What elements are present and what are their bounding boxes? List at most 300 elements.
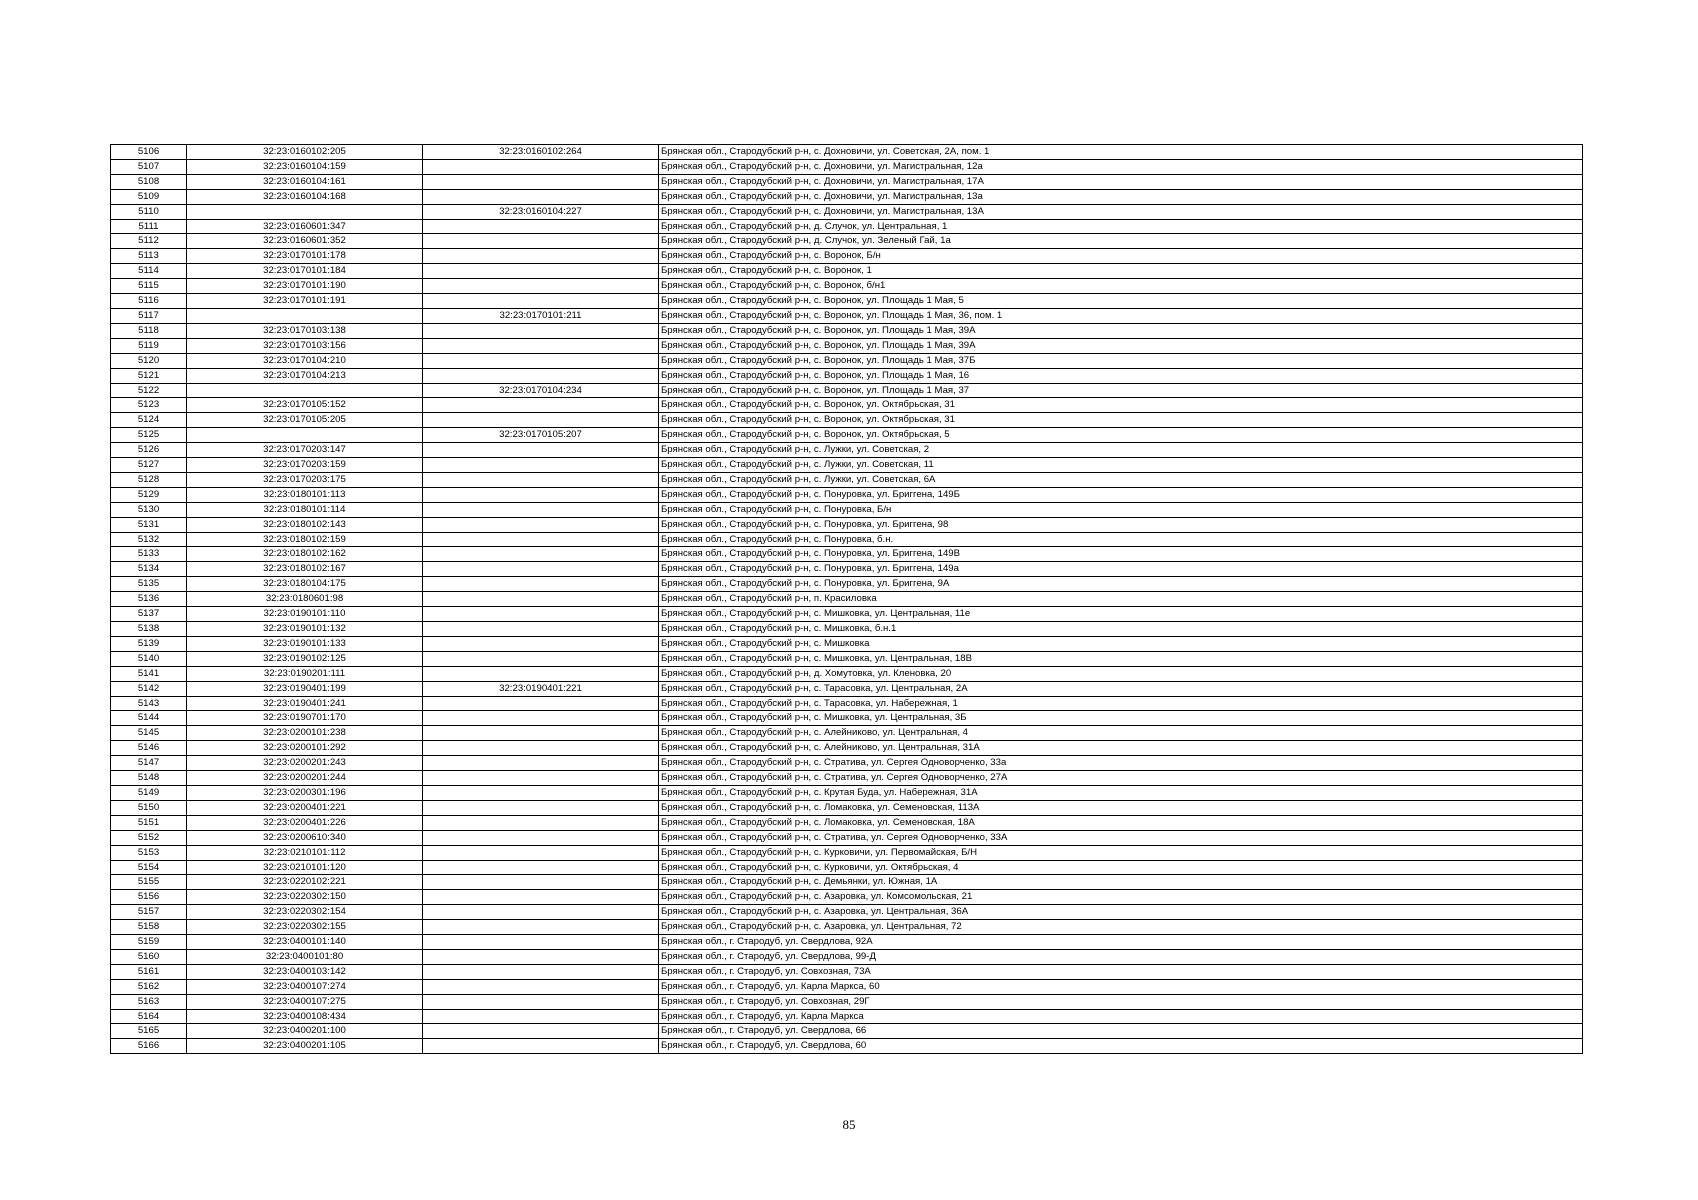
cadastral-number-cell: 32:23:0170104:213 xyxy=(187,368,423,383)
address-cell: Брянская обл., Стародубский р-н, с. Мишковка, ул. Центральная, 3Б xyxy=(659,711,1583,726)
cadastral-number-cell: 32:23:0400103:142 xyxy=(187,964,423,979)
row-number-cell: 5140 xyxy=(111,651,187,666)
cadastral-number-cell: 32:23:0170203:175 xyxy=(187,472,423,487)
building-number-cell: 32:23:0170105:207 xyxy=(423,428,659,443)
row-number-cell: 5120 xyxy=(111,353,187,368)
table-row xyxy=(111,979,1583,994)
building-number-cell xyxy=(423,487,659,502)
row-number-cell: 5111 xyxy=(111,219,187,234)
table-row xyxy=(111,875,1583,890)
cadastral-number-cell: 32:23:0170203:147 xyxy=(187,443,423,458)
building-number-cell xyxy=(423,472,659,487)
cadastral-number-cell: 32:23:0180102:162 xyxy=(187,547,423,562)
cadastral-number-cell: 32:23:0180101:113 xyxy=(187,487,423,502)
address-cell: Брянская обл., Стародубский р-н, с. Стратива, ул. Сергея Одноворченко, 33а xyxy=(659,756,1583,771)
row-number-cell: 5131 xyxy=(111,517,187,532)
row-number-cell: 5113 xyxy=(111,249,187,264)
address-cell: Брянская обл., Стародубский р-н, с. Мишковка, ул. Центральная, 11е xyxy=(659,607,1583,622)
building-number-cell xyxy=(423,890,659,905)
table-row xyxy=(111,830,1583,845)
cadastral-number-cell: 32:23:0170104:210 xyxy=(187,353,423,368)
cadastral-number-cell: 32:23:0400107:274 xyxy=(187,979,423,994)
table-row xyxy=(111,935,1583,950)
cadastral-number-cell: 32:23:0220302:154 xyxy=(187,905,423,920)
address-cell: Брянская обл., Стародубский р-н, с. Воронок, ул. Октябрьская, 31 xyxy=(659,398,1583,413)
building-number-cell xyxy=(423,368,659,383)
row-number-cell: 5150 xyxy=(111,800,187,815)
cadastral-number-cell: 32:23:0200201:243 xyxy=(187,756,423,771)
address-cell: Брянская обл., Стародубский р-н, с. Мишковка, ул. Центральная, 18В xyxy=(659,651,1583,666)
building-number-cell xyxy=(423,502,659,517)
building-number-cell xyxy=(423,636,659,651)
address-cell: Брянская обл., Стародубский р-н, с. Лужки, ул. Советская, 2 xyxy=(659,443,1583,458)
cadastral-number-cell xyxy=(187,383,423,398)
table-row xyxy=(111,308,1583,323)
row-number-cell: 5107 xyxy=(111,159,187,174)
row-number-cell: 5138 xyxy=(111,622,187,637)
table-row xyxy=(111,905,1583,920)
row-number-cell: 5125 xyxy=(111,428,187,443)
row-number-cell: 5112 xyxy=(111,234,187,249)
cadastral-number-cell: 32:23:0190101:132 xyxy=(187,622,423,637)
address-cell: Брянская обл., Стародубский р-н, д. Случок, ул. Зеленый Гай, 1а xyxy=(659,234,1583,249)
cadastral-number-cell: 32:23:0160601:352 xyxy=(187,234,423,249)
building-number-cell xyxy=(423,607,659,622)
row-number-cell: 5155 xyxy=(111,875,187,890)
cadastral-number-cell: 32:23:0200101:238 xyxy=(187,726,423,741)
address-cell: Брянская обл., Стародубский р-н, с. Воронок, ул. Октябрьская, 31 xyxy=(659,413,1583,428)
address-cell: Брянская обл., Стародубский р-н, с. Воронок, ул. Октябрьская, 5 xyxy=(659,428,1583,443)
address-cell: Брянская обл., Стародубский р-н, с. Воронок, ул. Площадь 1 Мая, 37Б xyxy=(659,353,1583,368)
building-number-cell xyxy=(423,696,659,711)
address-cell: Брянская обл., Стародубский р-н, с. Курковичи, ул. Первомайская, Б/Н xyxy=(659,845,1583,860)
row-number-cell: 5158 xyxy=(111,920,187,935)
table-row xyxy=(111,800,1583,815)
cadastral-number-cell: 32:23:0170103:138 xyxy=(187,323,423,338)
cadastral-number-cell: 32:23:0190101:110 xyxy=(187,607,423,622)
building-number-cell: 32:23:0190401:221 xyxy=(423,681,659,696)
table-row xyxy=(111,458,1583,473)
row-number-cell: 5154 xyxy=(111,860,187,875)
building-number-cell: 32:23:0170104:234 xyxy=(423,383,659,398)
address-cell: Брянская обл., Стародубский р-н, с. Понуровка, ул. Бриггена, 149В xyxy=(659,547,1583,562)
building-number-cell xyxy=(423,323,659,338)
address-cell: Брянская обл., Стародубский р-н, с. Понуровка, ул. Бриггена, 149Б xyxy=(659,487,1583,502)
building-number-cell xyxy=(423,159,659,174)
table-row xyxy=(111,204,1583,219)
table-row xyxy=(111,338,1583,353)
address-cell: Брянская обл., Стародубский р-н, с. Мишковка, б.н.1 xyxy=(659,622,1583,637)
building-number-cell xyxy=(423,711,659,726)
cadastral-number-cell: 32:23:0170103:156 xyxy=(187,338,423,353)
cadastral-number-cell: 32:23:0180104:175 xyxy=(187,577,423,592)
row-number-cell: 5153 xyxy=(111,845,187,860)
row-number-cell: 5165 xyxy=(111,1024,187,1039)
building-number-cell: 32:23:0170101:211 xyxy=(423,308,659,323)
building-number-cell xyxy=(423,800,659,815)
building-number-cell xyxy=(423,979,659,994)
address-cell: Брянская обл., г. Стародуб, ул. Свердлова, 66 xyxy=(659,1024,1583,1039)
building-number-cell xyxy=(423,174,659,189)
building-number-cell xyxy=(423,860,659,875)
address-cell: Брянская обл., г. Стародуб, ул. Карла Маркса xyxy=(659,1009,1583,1024)
address-cell: Брянская обл., Стародубский р-н, с. Воронок, Б/н xyxy=(659,249,1583,264)
row-number-cell: 5145 xyxy=(111,726,187,741)
page-number: 85 xyxy=(842,1117,856,1132)
building-number-cell xyxy=(423,830,659,845)
cadastral-number-cell: 32:23:0190401:241 xyxy=(187,696,423,711)
address-cell: Брянская обл., г. Стародуб, ул. Карла Маркса, 60 xyxy=(659,979,1583,994)
address-cell: Брянская обл., Стародубский р-н, с. Лужки, ул. Советская, 6А xyxy=(659,472,1583,487)
cadastral-number-cell: 32:23:0200301:196 xyxy=(187,785,423,800)
row-number-cell: 5163 xyxy=(111,994,187,1009)
table-row xyxy=(111,1009,1583,1024)
building-number-cell xyxy=(423,219,659,234)
cadastral-number-cell: 32:23:0180601:98 xyxy=(187,592,423,607)
cadastral-number-cell: 32:23:0170203:159 xyxy=(187,458,423,473)
cadastral-number-cell: 32:23:0220302:150 xyxy=(187,890,423,905)
address-cell: Брянская обл., Стародубский р-н, с. Крутая Буда, ул. Набережная, 31А xyxy=(659,785,1583,800)
table-row xyxy=(111,949,1583,964)
table-row xyxy=(111,711,1583,726)
registry-table xyxy=(110,144,1583,1054)
row-number-cell: 5152 xyxy=(111,830,187,845)
row-number-cell: 5116 xyxy=(111,294,187,309)
table-row xyxy=(111,189,1583,204)
address-cell: Брянская обл., Стародубский р-н, с. Понуровка, ул. Бриггена, 98 xyxy=(659,517,1583,532)
table-row xyxy=(111,890,1583,905)
cadastral-number-cell: 32:23:0160601:347 xyxy=(187,219,423,234)
building-number-cell xyxy=(423,517,659,532)
table-row xyxy=(111,219,1583,234)
table-row xyxy=(111,517,1583,532)
table-row xyxy=(111,771,1583,786)
row-number-cell: 5139 xyxy=(111,636,187,651)
cadastral-number-cell: 32:23:0400101:80 xyxy=(187,949,423,964)
cadastral-number-cell: 32:23:0160104:161 xyxy=(187,174,423,189)
row-number-cell: 5135 xyxy=(111,577,187,592)
cadastral-number-cell: 32:23:0190201:111 xyxy=(187,666,423,681)
building-number-cell xyxy=(423,413,659,428)
address-cell: Брянская обл., Стародубский р-н, с. Дохновичи, ул. Магистральная, 12а xyxy=(659,159,1583,174)
table-row xyxy=(111,666,1583,681)
building-number-cell xyxy=(423,905,659,920)
cadastral-number-cell: 32:23:0180101:114 xyxy=(187,502,423,517)
row-number-cell: 5118 xyxy=(111,323,187,338)
table-row xyxy=(111,443,1583,458)
building-number-cell xyxy=(423,294,659,309)
address-cell: Брянская обл., Стародубский р-н, с. Дохновичи, ул. Советская, 2А, пом. 1 xyxy=(659,145,1583,160)
building-number-cell xyxy=(423,562,659,577)
cadastral-number-cell: 32:23:0180102:143 xyxy=(187,517,423,532)
address-cell: Брянская обл., Стародубский р-н, с. Воронок, ул. Площадь 1 Мая, 5 xyxy=(659,294,1583,309)
cadastral-number-cell xyxy=(187,204,423,219)
cadastral-number-cell: 32:23:0400201:100 xyxy=(187,1024,423,1039)
cadastral-number-cell xyxy=(187,428,423,443)
cadastral-number-cell: 32:23:0200401:226 xyxy=(187,815,423,830)
address-cell: Брянская обл., Стародубский р-н, с. Ломаковка, ул. Семеновская, 18А xyxy=(659,815,1583,830)
address-cell: Брянская обл., Стародубский р-н, д. Случок, ул. Центральная, 1 xyxy=(659,219,1583,234)
row-number-cell: 5127 xyxy=(111,458,187,473)
row-number-cell: 5130 xyxy=(111,502,187,517)
address-cell: Брянская обл., Стародубский р-н, с. Воронок, ул. Площадь 1 Мая, 37 xyxy=(659,383,1583,398)
cadastral-number-cell: 32:23:0190401:199 xyxy=(187,681,423,696)
cadastral-number-cell: 32:23:0200101:292 xyxy=(187,741,423,756)
address-cell: Брянская обл., Стародубский р-н, с. Тарасовка, ул. Центральная, 2А xyxy=(659,681,1583,696)
cadastral-number-cell: 32:23:0170101:190 xyxy=(187,279,423,294)
building-number-cell xyxy=(423,994,659,1009)
table-row xyxy=(111,294,1583,309)
cadastral-number-cell: 32:23:0180102:159 xyxy=(187,532,423,547)
cadastral-number-cell: 32:23:0190102:125 xyxy=(187,651,423,666)
building-number-cell xyxy=(423,726,659,741)
address-cell: Брянская обл., Стародубский р-н, с. Азаровка, ул. Комсомольская, 21 xyxy=(659,890,1583,905)
row-number-cell: 5162 xyxy=(111,979,187,994)
row-number-cell: 5108 xyxy=(111,174,187,189)
address-cell: Брянская обл., Стародубский р-н, д. Хомутовка, ул. Кленовка, 20 xyxy=(659,666,1583,681)
building-number-cell xyxy=(423,964,659,979)
address-cell: Брянская обл., г. Стародуб, ул. Свердлова, 60 xyxy=(659,1039,1583,1054)
table-row xyxy=(111,532,1583,547)
table-row xyxy=(111,845,1583,860)
address-cell: Брянская обл., Стародубский р-н, с. Воронок, 1 xyxy=(659,264,1583,279)
table-row xyxy=(111,607,1583,622)
building-number-cell xyxy=(423,920,659,935)
row-number-cell: 5121 xyxy=(111,368,187,383)
cadastral-number-cell: 32:23:0160104:159 xyxy=(187,159,423,174)
address-cell: Брянская обл., Стародубский р-н, с. Ломаковка, ул. Семеновская, 113А xyxy=(659,800,1583,815)
row-number-cell: 5160 xyxy=(111,949,187,964)
address-cell: Брянская обл., г. Стародуб, ул. Совхозная, 73А xyxy=(659,964,1583,979)
row-number-cell: 5110 xyxy=(111,204,187,219)
building-number-cell xyxy=(423,532,659,547)
row-number-cell: 5119 xyxy=(111,338,187,353)
row-number-cell: 5133 xyxy=(111,547,187,562)
cadastral-number-cell: 32:23:0400107:275 xyxy=(187,994,423,1009)
table-row xyxy=(111,1039,1583,1054)
row-number-cell: 5134 xyxy=(111,562,187,577)
building-number-cell xyxy=(423,771,659,786)
cadastral-number-cell: 32:23:0170101:184 xyxy=(187,264,423,279)
table-row xyxy=(111,681,1583,696)
cadastral-number-cell: 32:23:0210101:120 xyxy=(187,860,423,875)
building-number-cell xyxy=(423,547,659,562)
table-row xyxy=(111,547,1583,562)
address-cell: Брянская обл., Стародубский р-н, с. Воронок, б/н1 xyxy=(659,279,1583,294)
table-row xyxy=(111,592,1583,607)
cadastral-number-cell xyxy=(187,308,423,323)
table-row xyxy=(111,562,1583,577)
table-row xyxy=(111,622,1583,637)
cadastral-number-cell: 32:23:0190101:133 xyxy=(187,636,423,651)
table-row xyxy=(111,398,1583,413)
registry-table-body xyxy=(111,145,1583,1054)
address-cell: Брянская обл., Стародубский р-н, с. Воронок, ул. Площадь 1 Мая, 39А xyxy=(659,323,1583,338)
cadastral-number-cell: 32:23:0170101:178 xyxy=(187,249,423,264)
table-row xyxy=(111,234,1583,249)
address-cell: Брянская обл., Стародубский р-н, с. Воронок, ул. Площадь 1 Мая, 16 xyxy=(659,368,1583,383)
building-number-cell xyxy=(423,785,659,800)
building-number-cell xyxy=(423,338,659,353)
address-cell: Брянская обл., Стародубский р-н, с. Азаровка, ул. Центральная, 72 xyxy=(659,920,1583,935)
table-row xyxy=(111,145,1583,160)
table-row xyxy=(111,726,1583,741)
table-row xyxy=(111,577,1583,592)
table-row xyxy=(111,487,1583,502)
table-row xyxy=(111,994,1583,1009)
address-cell: Брянская обл., Стародубский р-н, с. Алейниково, ул. Центральная, 4 xyxy=(659,726,1583,741)
building-number-cell xyxy=(423,1039,659,1054)
address-cell: Брянская обл., Стародубский р-н, с. Стратива, ул. Сергея Одноворченко, 33А xyxy=(659,830,1583,845)
row-number-cell: 5161 xyxy=(111,964,187,979)
address-cell: Брянская обл., Стародубский р-н, с. Понуровка, ул. Бриггена, 9А xyxy=(659,577,1583,592)
table-row xyxy=(111,860,1583,875)
building-number-cell xyxy=(423,651,659,666)
address-cell: Брянская обл., Стародубский р-н, с. Понуровка, ул. Бриггена, 149а xyxy=(659,562,1583,577)
building-number-cell xyxy=(423,443,659,458)
building-number-cell xyxy=(423,353,659,368)
row-number-cell: 5137 xyxy=(111,607,187,622)
address-cell: Брянская обл., г. Стародуб, ул. Совхозная, 29Г xyxy=(659,994,1583,1009)
row-number-cell: 5159 xyxy=(111,935,187,950)
cadastral-number-cell: 32:23:0400108:434 xyxy=(187,1009,423,1024)
address-cell: Брянская обл., Стародубский р-н, с. Курковичи, ул. Октябрьская, 4 xyxy=(659,860,1583,875)
address-cell: Брянская обл., Стародубский р-н, с. Мишковка xyxy=(659,636,1583,651)
cadastral-number-cell: 32:23:0170105:205 xyxy=(187,413,423,428)
row-number-cell: 5124 xyxy=(111,413,187,428)
address-cell: Брянская обл., Стародубский р-н, с. Воронок, ул. Площадь 1 Мая, 39А xyxy=(659,338,1583,353)
building-number-cell xyxy=(423,845,659,860)
row-number-cell: 5136 xyxy=(111,592,187,607)
address-cell: Брянская обл., Стародубский р-н, с. Дохновичи, ул. Магистральная, 13А xyxy=(659,204,1583,219)
row-number-cell: 5122 xyxy=(111,383,187,398)
building-number-cell xyxy=(423,756,659,771)
row-number-cell: 5129 xyxy=(111,487,187,502)
address-cell: Брянская обл., Стародубский р-н, с. Воронок, ул. Площадь 1 Мая, 36, пом. 1 xyxy=(659,308,1583,323)
address-cell: Брянская обл., Стародубский р-н, с. Дохновичи, ул. Магистральная, 17А xyxy=(659,174,1583,189)
cadastral-number-cell: 32:23:0220102:221 xyxy=(187,875,423,890)
building-number-cell xyxy=(423,875,659,890)
address-cell: Брянская обл., Стародубский р-н, с. Азаровка, ул. Центральная, 36А xyxy=(659,905,1583,920)
cadastral-number-cell: 32:23:0170101:191 xyxy=(187,294,423,309)
table-row xyxy=(111,964,1583,979)
row-number-cell: 5106 xyxy=(111,145,187,160)
table-row xyxy=(111,323,1583,338)
building-number-cell: 32:23:0160102:264 xyxy=(423,145,659,160)
building-number-cell xyxy=(423,458,659,473)
building-number-cell: 32:23:0160104:227 xyxy=(423,204,659,219)
row-number-cell: 5141 xyxy=(111,666,187,681)
cadastral-number-cell: 32:23:0200610:340 xyxy=(187,830,423,845)
row-number-cell: 5123 xyxy=(111,398,187,413)
row-number-cell: 5166 xyxy=(111,1039,187,1054)
building-number-cell xyxy=(423,234,659,249)
table-row xyxy=(111,353,1583,368)
row-number-cell: 5149 xyxy=(111,785,187,800)
row-number-cell: 5117 xyxy=(111,308,187,323)
building-number-cell xyxy=(423,815,659,830)
row-number-cell: 5143 xyxy=(111,696,187,711)
table-row xyxy=(111,428,1583,443)
table-row xyxy=(111,368,1583,383)
building-number-cell xyxy=(423,264,659,279)
building-number-cell xyxy=(423,1024,659,1039)
address-cell: Брянская обл., Стародубский р-н, с. Демьянки, ул. Южная, 1А xyxy=(659,875,1583,890)
table-row xyxy=(111,383,1583,398)
table-row xyxy=(111,413,1583,428)
cadastral-number-cell: 32:23:0200401:221 xyxy=(187,800,423,815)
cadastral-number-cell: 32:23:0220302:155 xyxy=(187,920,423,935)
building-number-cell xyxy=(423,949,659,964)
table-row xyxy=(111,159,1583,174)
table-row xyxy=(111,785,1583,800)
table-row xyxy=(111,472,1583,487)
table-row xyxy=(111,1024,1583,1039)
table-row xyxy=(111,741,1583,756)
building-number-cell xyxy=(423,279,659,294)
building-number-cell xyxy=(423,622,659,637)
address-cell: Брянская обл., Стародубский р-н, с. Понуровка, б.н. xyxy=(659,532,1583,547)
table-row xyxy=(111,249,1583,264)
building-number-cell xyxy=(423,398,659,413)
address-cell: Брянская обл., Стародубский р-н, п. Красиловка xyxy=(659,592,1583,607)
table-row xyxy=(111,756,1583,771)
table-row xyxy=(111,696,1583,711)
cadastral-number-cell: 32:23:0160102:205 xyxy=(187,145,423,160)
cadastral-number-cell: 32:23:0190701:170 xyxy=(187,711,423,726)
address-cell: Брянская обл., Стародубский р-н, с. Дохновичи, ул. Магистральная, 13а xyxy=(659,189,1583,204)
row-number-cell: 5114 xyxy=(111,264,187,279)
cadastral-number-cell: 32:23:0400201:105 xyxy=(187,1039,423,1054)
address-cell: Брянская обл., Стародубский р-н, с. Лужки, ул. Советская, 11 xyxy=(659,458,1583,473)
building-number-cell xyxy=(423,592,659,607)
table-row xyxy=(111,651,1583,666)
row-number-cell: 5164 xyxy=(111,1009,187,1024)
cadastral-number-cell: 32:23:0180102:167 xyxy=(187,562,423,577)
row-number-cell: 5132 xyxy=(111,532,187,547)
address-cell: Брянская обл., Стародубский р-н, с. Алейниково, ул. Центральная, 31А xyxy=(659,741,1583,756)
row-number-cell: 5147 xyxy=(111,756,187,771)
address-cell: Брянская обл., г. Стародуб, ул. Свердлова, 92А xyxy=(659,935,1583,950)
row-number-cell: 5128 xyxy=(111,472,187,487)
building-number-cell xyxy=(423,666,659,681)
table-row xyxy=(111,279,1583,294)
building-number-cell xyxy=(423,577,659,592)
row-number-cell: 5109 xyxy=(111,189,187,204)
building-number-cell xyxy=(423,249,659,264)
cadastral-number-cell: 32:23:0200201:244 xyxy=(187,771,423,786)
row-number-cell: 5115 xyxy=(111,279,187,294)
table-row xyxy=(111,264,1583,279)
cadastral-number-cell: 32:23:0400101:140 xyxy=(187,935,423,950)
building-number-cell xyxy=(423,741,659,756)
row-number-cell: 5148 xyxy=(111,771,187,786)
address-cell: Брянская обл., г. Стародуб, ул. Свердлова, 99-Д xyxy=(659,949,1583,964)
table-row xyxy=(111,502,1583,517)
cadastral-number-cell: 32:23:0170105:152 xyxy=(187,398,423,413)
row-number-cell: 5144 xyxy=(111,711,187,726)
building-number-cell xyxy=(423,1009,659,1024)
address-cell: Брянская обл., Стародубский р-н, с. Понуровка, Б/н xyxy=(659,502,1583,517)
row-number-cell: 5146 xyxy=(111,741,187,756)
address-cell: Брянская обл., Стародубский р-н, с. Стратива, ул. Сергея Одноворченко, 27А xyxy=(659,771,1583,786)
row-number-cell: 5142 xyxy=(111,681,187,696)
table-row xyxy=(111,636,1583,651)
cadastral-number-cell: 32:23:0210101:112 xyxy=(187,845,423,860)
building-number-cell xyxy=(423,935,659,950)
table-row xyxy=(111,815,1583,830)
row-number-cell: 5156 xyxy=(111,890,187,905)
